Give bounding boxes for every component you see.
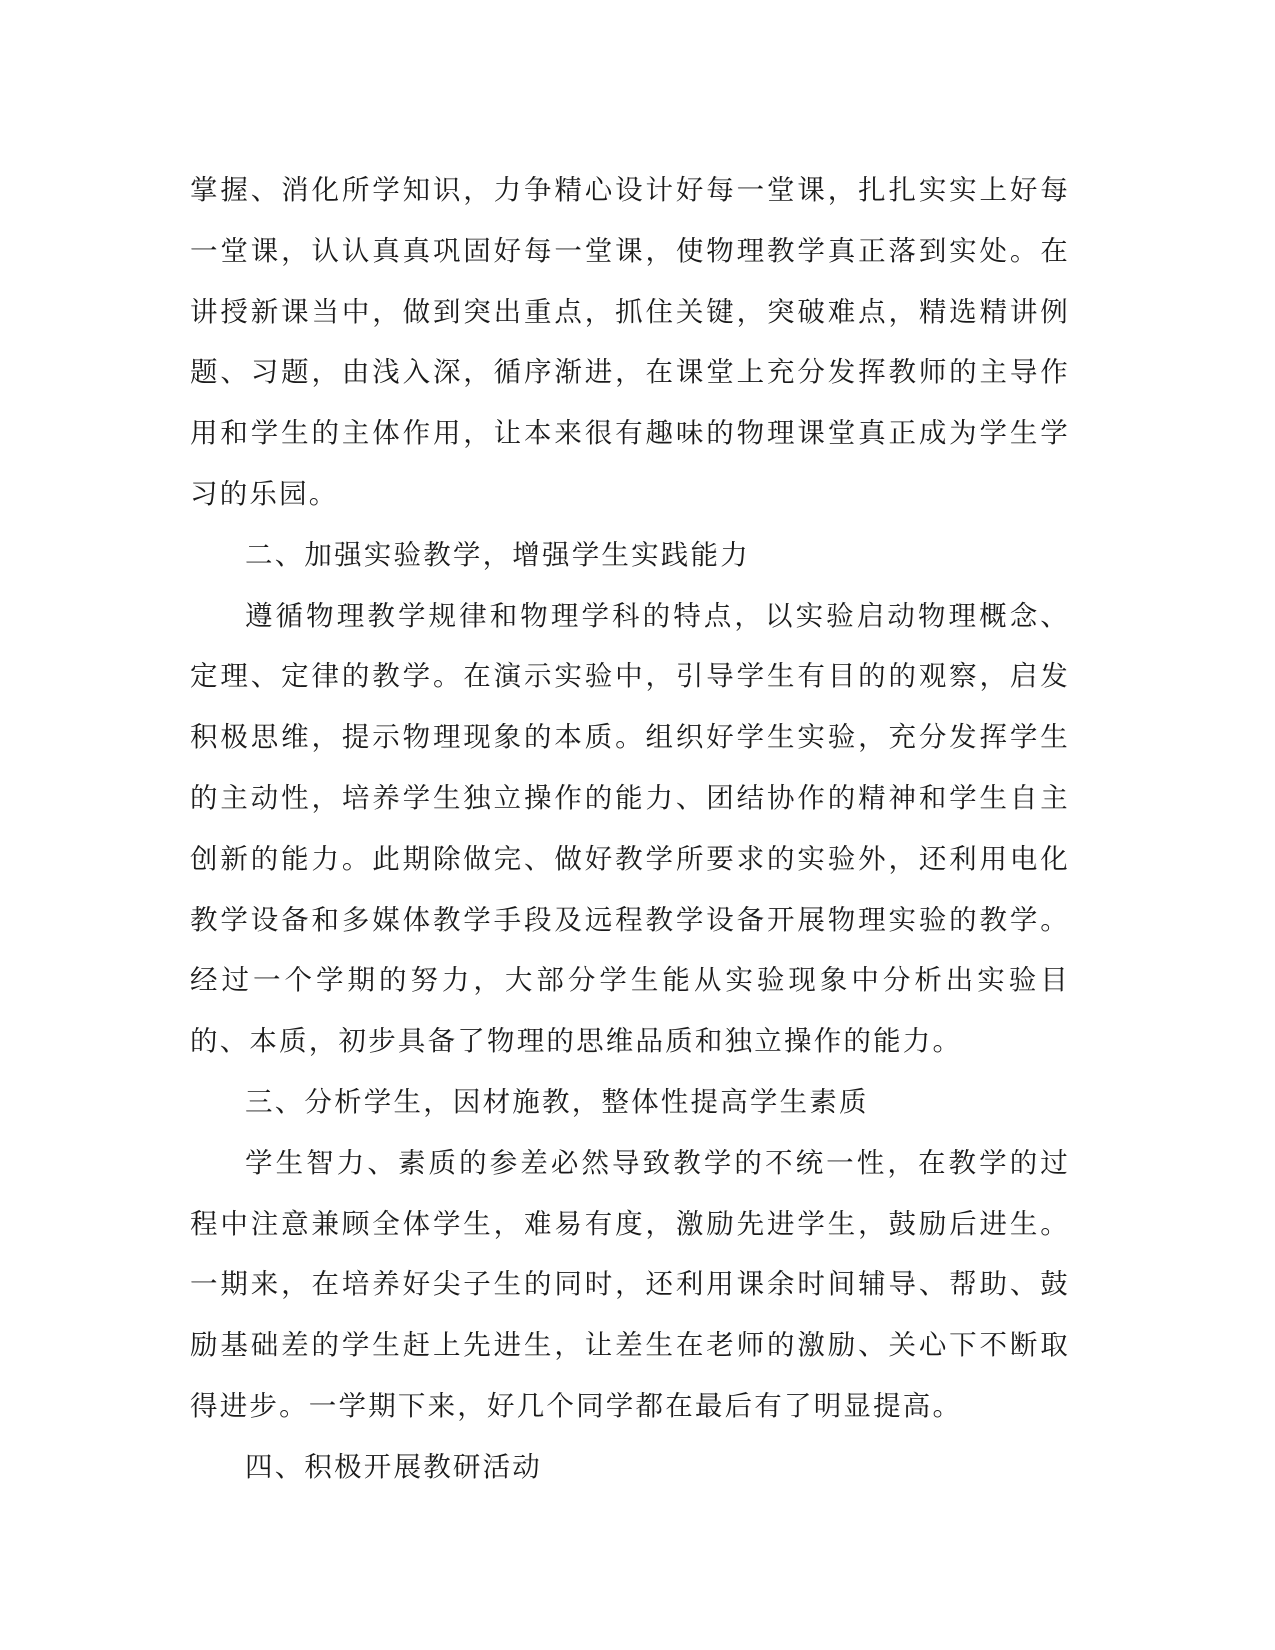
document-body — [190, 160, 1070, 1498]
section-heading-2: 二、加强实验教学，增强学生实践能力 — [245, 538, 750, 571]
section-heading-4: 四、积极开展教研活动 — [245, 1450, 542, 1483]
section-heading-3: 三、分析学生，因材施教，整体性提高学生素质 — [245, 1085, 869, 1118]
paragraph-body-3: 学生智力、素质的参差必然导致教学的不统一性，在教学的过程中注意兼顾全体学生，难易有度，激励先进学生，鼓励后进生。一期来，在培养好尖子生的同时，还利用课余时间辅导、帮助、鼓励基础差的学生赶上先进生，让差生在老师的激励、关心下不断取得进步。一学期下来，好几个同学都在最后有了明显提高。 — [190, 1146, 1070, 1422]
paragraph-body-2: 遵循物理教学规律和物理学科的特点，以实验启动物理概念、定理、定律的教学。在演示实验中，引导学生有目的的观察，启发积极思维，提示物理现象的本质。组织好学生实验，充分发挥学生的主动性，培养学生独立操作的能力、团结协作的精神和学生自主创新的能力。此期除做完、做好教学所要求的实验外，还利用电化教学设备和多媒体教学手段及远程教学设备开展物理实验的教学。经过一个学期的努力，大部分学生能从实验现象中分析出实验目的、本质，初步具备了物理的思维品质和独立操作的能力。 — [190, 599, 1070, 1058]
paragraph-body-1: 掌握、消化所学知识，力争精心设计好每一堂课，扎扎实实上好每一堂课，认认真真巩固好每一堂课，使物理教学真正落到实处。在讲授新课当中，做到突出重点，抓住关键，突破难点，精选精讲例题、习题，由浅入深，循序渐进，在课堂上充分发挥教师的主导作用和学生的主体作用，让本来很有趣味的物理课堂真正成为学生学习的乐园。 — [190, 174, 1070, 510]
